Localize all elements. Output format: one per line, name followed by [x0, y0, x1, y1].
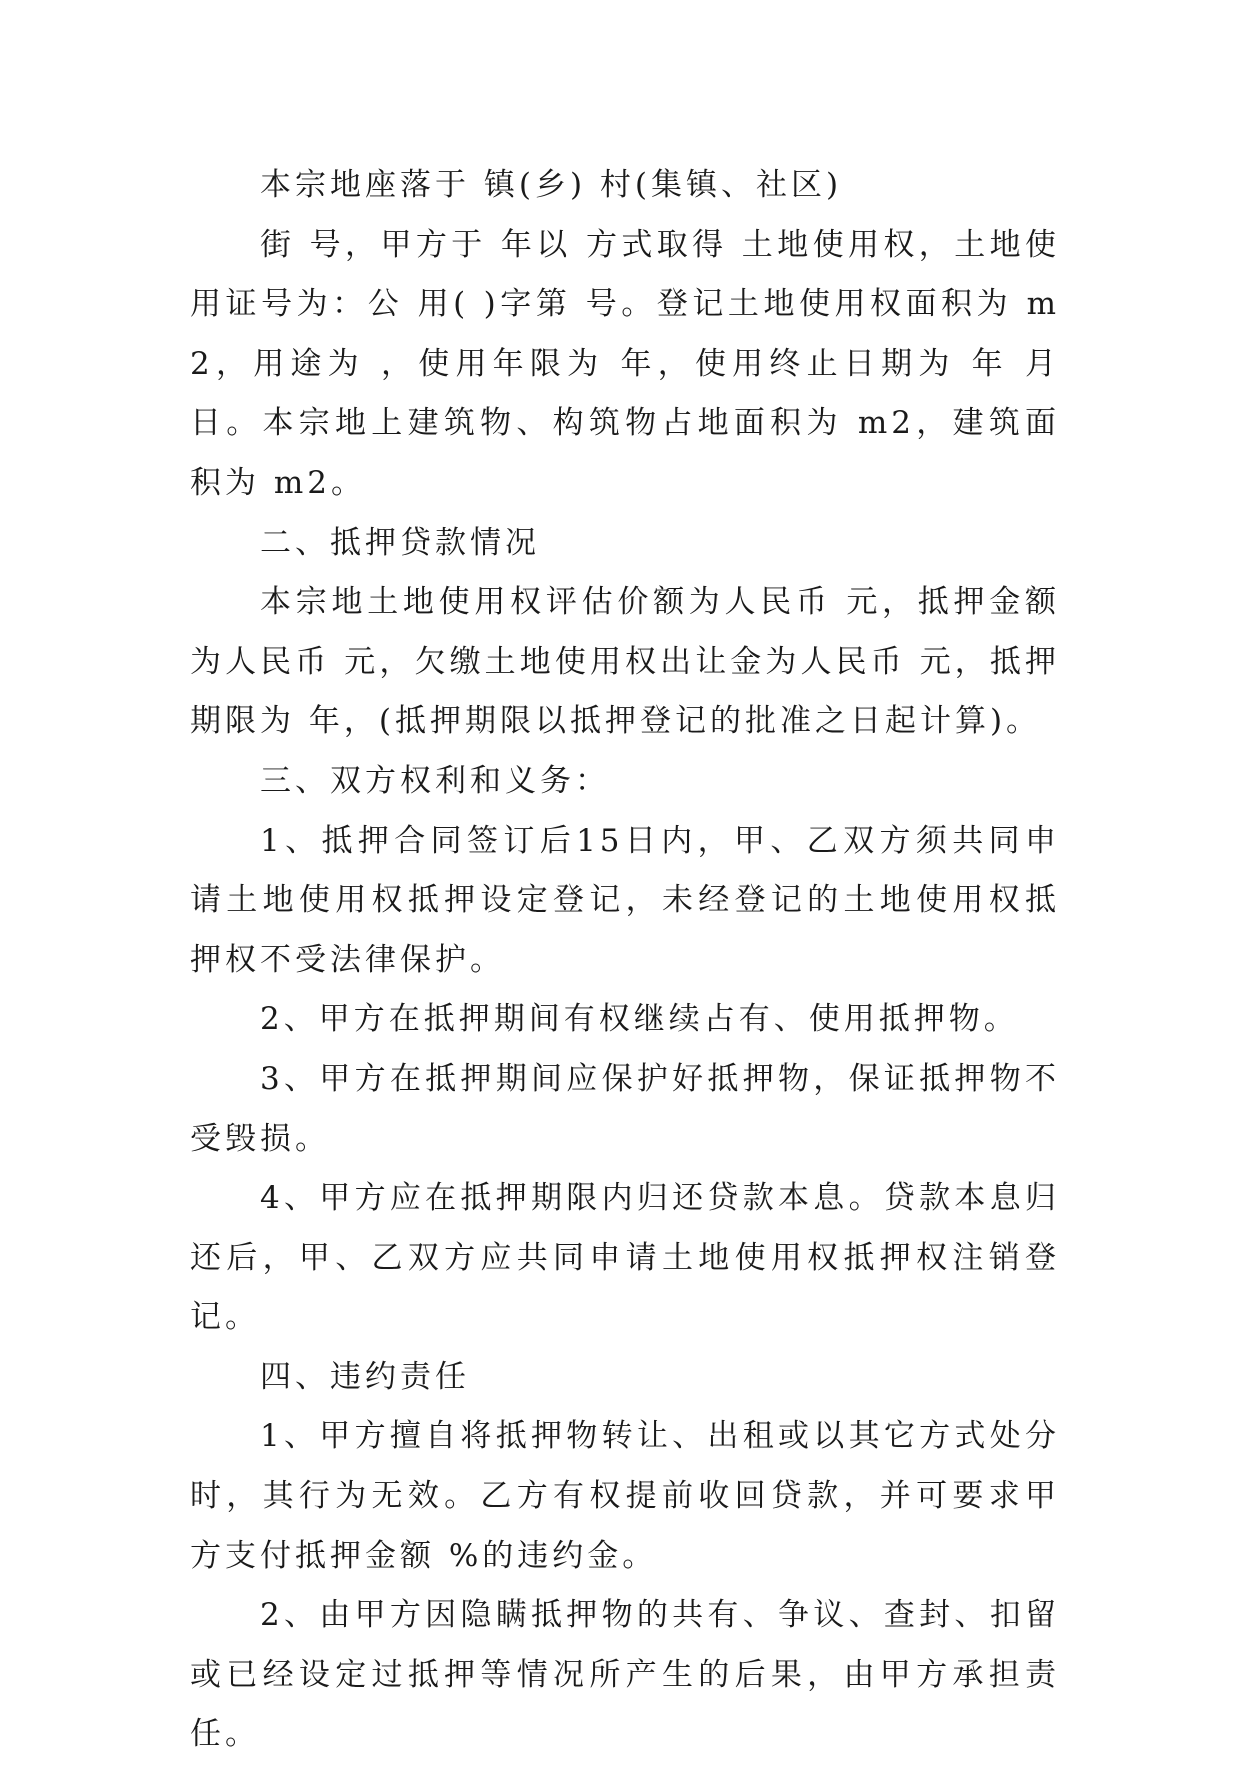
paragraph-land-details: 街 号，甲方于 年以 方式取得 土地使用权，土地使用证号为：公 用( )字第 号。登记土地使用权面积为 m2，用途为 ，使用年限为 年，使用终止日期为 年 月 日。本宗地上建筑物、构筑物占地面积为 m2，建筑面积为 m2。: [190, 226, 1060, 501]
clause-protection: 3、甲方在抵押期间应保护好抵押物，保证抵押物不受毁损。: [190, 1060, 1060, 1157]
section-heading-mortgage-loan: 二、抵押贷款情况: [260, 524, 540, 561]
clause-repayment: 4、甲方应在抵押期限内归还贷款本息。贷款本息归还后，甲、乙双方应共同申请土地使用权抵押权注销登记。: [190, 1180, 1060, 1336]
section-heading-rights-obligations: 三、双方权利和义务：: [260, 762, 610, 799]
paragraph-mortgage-amounts: 本宗地土地使用权评估价额为人民币 元，抵押金额为人民币 元，欠缴土地使用权出让金为人民币 元，抵押期限为 年，(抵押期限以抵押登记的批准之日起计算)。: [190, 584, 1060, 740]
clause-registration: 1、抵押合同签订后15日内，甲、乙双方须共同申请土地使用权抵押设定登记，未经登记的土地使用权抵押权不受法律保护。: [190, 822, 1060, 978]
clause-unauthorized-disposal: 1、甲方擅自将抵押物转让、出租或以其它方式处分时，其行为无效。乙方有权提前收回贷款，并可要求甲方支付抵押金额 %的违约金。: [190, 1418, 1060, 1574]
section-heading-liability: 四、违约责任: [260, 1358, 470, 1395]
paragraph-location: 本宗地座落于 镇(乡) 村(集镇、社区): [260, 167, 843, 203]
clause-possession: 2、甲方在抵押期间有权继续占有、使用抵押物。: [260, 1001, 1019, 1038]
document-body: [190, 156, 1060, 1765]
clause-concealment: 2、由甲方因隐瞒抵押物的共有、争议、查封、扣留或已经设定过抵押等情况所产生的后果，由甲方承担责任。: [190, 1597, 1060, 1753]
